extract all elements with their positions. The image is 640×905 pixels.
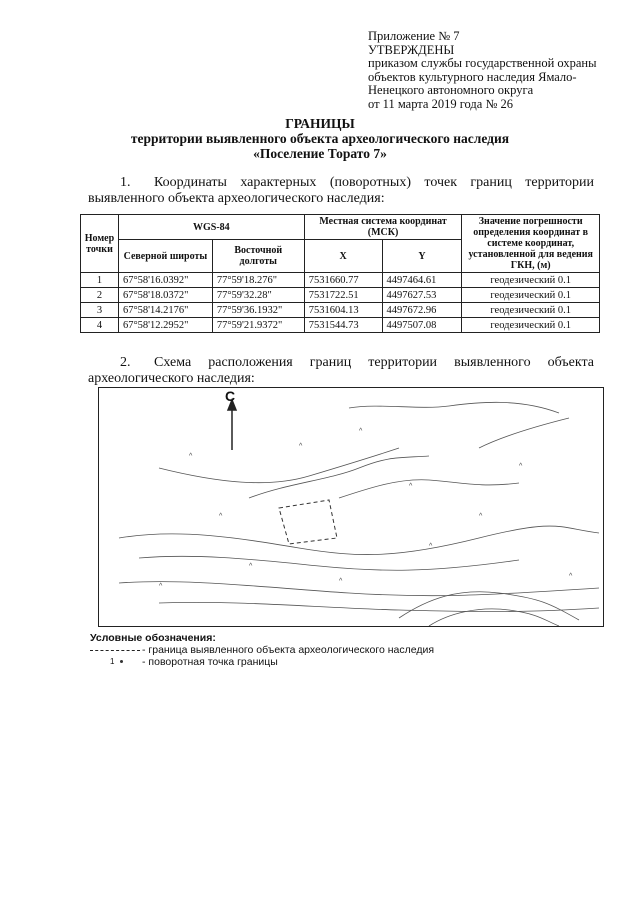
- contour-line: [479, 418, 569, 448]
- legend-item-boundary: [90, 644, 434, 656]
- section-2-number: 2.: [120, 355, 131, 370]
- svg-text:^: ^: [159, 583, 163, 590]
- approved-label: УТВЕРЖДЕНЫ: [368, 42, 455, 57]
- title-line-2: территории выявленного объекта археологического наследия: [130, 131, 510, 146]
- header-error-value: Значение погрешности определения координат в системе координат, установленной для ведения ГКН, (м): [462, 215, 600, 273]
- north-label: С: [225, 388, 236, 404]
- cell-number: 4: [81, 318, 119, 333]
- document-title: [0, 116, 640, 161]
- section-2-heading: [88, 355, 600, 387]
- cell-y: 4497507.08: [382, 318, 462, 333]
- section-1-number: 1.: [120, 175, 131, 190]
- north-arrow: [228, 400, 236, 450]
- svg-text:^: ^: [299, 443, 303, 450]
- dashed-line-icon: [90, 644, 142, 656]
- cell-y: 4497464.61: [382, 273, 462, 288]
- object-boundary: [279, 500, 337, 544]
- cell-error: геодезический 0.1: [462, 318, 600, 333]
- section-1-line-1: Координаты характерных (поворотных) точек границ территории: [154, 175, 594, 190]
- order-line-2: объектов культурного наследия Ямало-: [368, 69, 577, 84]
- header-x: X: [304, 240, 382, 273]
- contour-line: [349, 402, 559, 413]
- table-row: [81, 288, 600, 303]
- cell-longitude: 77°59'18.276": [212, 273, 304, 288]
- section-1-line-2: выявленного объекта археологического наследия:: [88, 191, 385, 206]
- svg-text:^: ^: [189, 453, 193, 460]
- cell-x: 7531544.73: [304, 318, 382, 333]
- cell-longitude: 77°59'36.1932": [212, 303, 304, 318]
- cell-error: геодезический 0.1: [462, 273, 600, 288]
- title-line-1: ГРАНИЦЫ: [285, 116, 355, 131]
- cell-error: геодезический 0.1: [462, 288, 600, 303]
- cell-x: 7531722.51: [304, 288, 382, 303]
- legend-item-point: [90, 656, 434, 668]
- map-legend: [90, 632, 434, 668]
- svg-text:^: ^: [519, 463, 523, 470]
- svg-text:^: ^: [569, 573, 573, 580]
- coordinates-table: [80, 214, 600, 333]
- cell-number: 1: [81, 273, 119, 288]
- map-drawing: [99, 388, 603, 626]
- cell-longitude: 77°59'32.28": [212, 288, 304, 303]
- cell-y: 4497627.53: [382, 288, 462, 303]
- svg-text:^: ^: [339, 578, 343, 585]
- svg-text:^: ^: [219, 513, 223, 520]
- svg-text:^: ^: [249, 563, 253, 570]
- cell-y: 4497672.96: [382, 303, 462, 318]
- header-local-system: Местная система координат (МСК): [304, 215, 462, 240]
- appendix-label: Приложение № 7: [368, 29, 460, 43]
- legend-point-number: 1: [110, 657, 115, 666]
- section-2-line-2: археологического наследия:: [88, 371, 255, 386]
- cell-x: 7531660.77: [304, 273, 382, 288]
- table-row: [81, 318, 600, 333]
- boundary-polygon: [279, 500, 337, 544]
- svg-text:^: ^: [409, 483, 413, 490]
- contour-line: [119, 582, 599, 596]
- order-line-3: Ненецкого автономного округа: [368, 83, 534, 97]
- order-date: от 11 марта 2019 года № 26: [368, 96, 513, 111]
- contour-line: [159, 602, 599, 611]
- cell-latitude: 67°58'14.2176": [118, 303, 212, 318]
- svg-text:^: ^: [359, 428, 363, 435]
- section-2-line-1: Схема расположения границ территории выявленного объекта: [154, 355, 594, 370]
- svg-text:^: ^: [429, 543, 433, 550]
- header-latitude: Северной широты: [118, 240, 212, 273]
- cell-longitude: 77°59'21.9372": [212, 318, 304, 333]
- contour-line: [159, 448, 399, 483]
- cell-error: геодезический 0.1: [462, 303, 600, 318]
- cell-latitude: 67°58'16.0392": [118, 273, 212, 288]
- header-wgs84: WGS-84: [118, 215, 304, 240]
- title-line-3: «Поселение Торато 7»: [253, 146, 387, 161]
- svg-text:^: ^: [479, 513, 483, 520]
- header-point-number: Номер точки: [81, 215, 119, 273]
- approval-header: [368, 30, 597, 111]
- cell-latitude: 67°58'18.0372": [118, 288, 212, 303]
- boundary-map: [98, 387, 604, 627]
- cell-number: 3: [81, 303, 119, 318]
- legend-point-text: - поворотная точка границы: [142, 656, 278, 668]
- table-row: [81, 303, 600, 318]
- section-1-heading: [88, 175, 600, 207]
- table-row: [81, 273, 600, 288]
- legend-boundary-text: - граница выявленного объекта археологического наследия: [142, 644, 435, 656]
- cell-number: 2: [81, 288, 119, 303]
- contour-line: [249, 456, 429, 498]
- order-line-1: приказом службы государственной охраны: [368, 56, 597, 70]
- cell-latitude: 67°58'12.2952": [118, 318, 212, 333]
- header-y: Y: [382, 240, 462, 273]
- contour-line: [339, 480, 519, 498]
- contour-line: [119, 526, 599, 555]
- header-longitude: Восточной долготы: [212, 240, 304, 273]
- legend-title: Условные обозначения:: [90, 632, 216, 644]
- point-marker-icon: [90, 656, 142, 668]
- cell-x: 7531604.13: [304, 303, 382, 318]
- contour-line: [139, 556, 519, 570]
